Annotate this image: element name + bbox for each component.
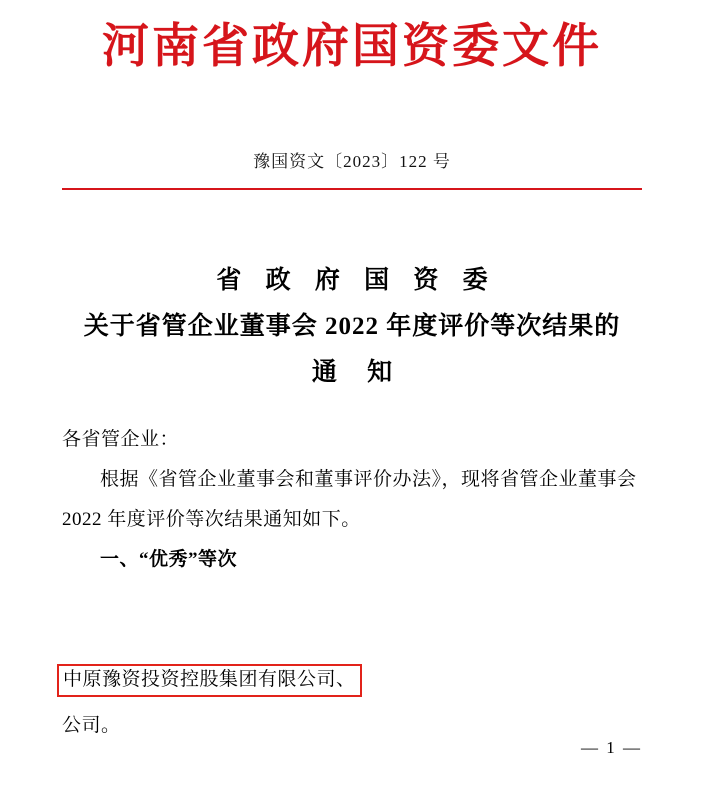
red-separator-rule [62, 188, 642, 190]
company-list-continuation: 公司。 [62, 715, 121, 736]
highlighted-company-name: 中原豫资投资控股集团有限公司、 [57, 664, 362, 697]
body-salutation: 各省管企业： [62, 429, 180, 450]
document-masthead-title: 河南省政府国资委文件 [102, 21, 602, 73]
highlighted-company-row [62, 660, 644, 700]
document-number: 豫国资文〔2023〕122 号 [253, 152, 451, 171]
title-line-notice: 通 知 [311, 359, 405, 386]
title-line-issuer: 省 政 府 国 资 委 [216, 267, 497, 294]
body-section-heading-1: 一、“优秀”等次 [100, 549, 238, 570]
document-title-block [0, 258, 704, 396]
body-paragraph-1: 根据《省管企业董事会和董事评价办法》，现将省管企业董事会 2022 年度评价等次结果通知如下。 [62, 469, 637, 530]
document-body [62, 420, 644, 580]
highlighted-company-block [62, 660, 644, 746]
title-line-subject: 关于省管企业董事会 2022 年度评价等次结果的 [83, 313, 621, 340]
page-number: — 1 — [581, 738, 642, 757]
